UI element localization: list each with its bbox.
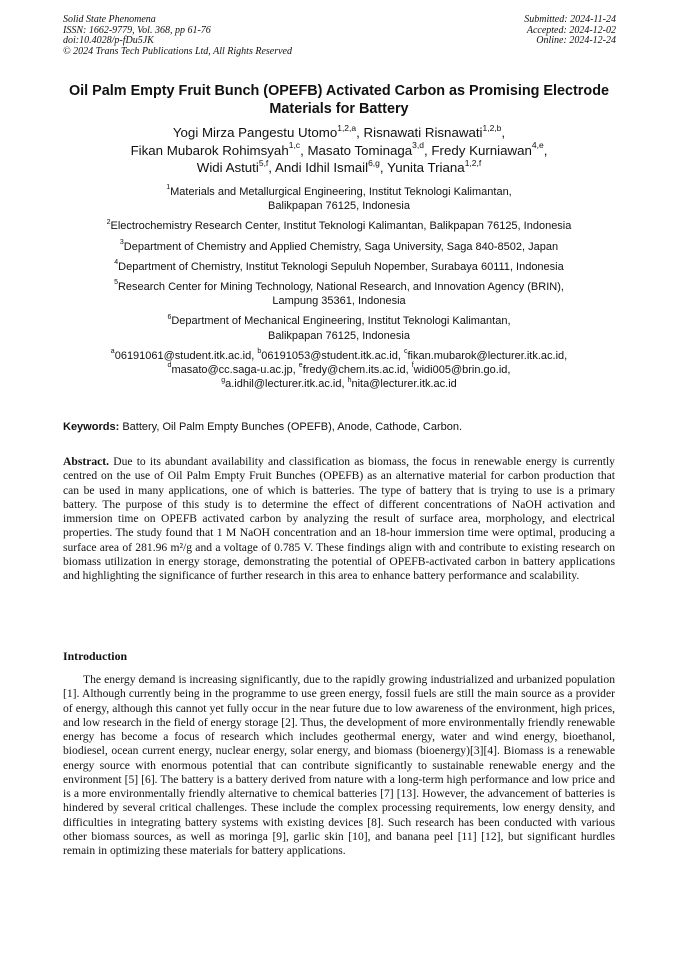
email[interactable]: $^c$fikan.mubarok@lecturer.itk.ac.id (403, 348, 565, 362)
abstract-label: Abstract. (63, 455, 110, 468)
author: Risnawati Risnawati$^{1,2,b}$ (363, 122, 502, 140)
issn-line: ISSN: 1662-9779, Vol. 368, pp 61-76 (63, 24, 211, 36)
email[interactable]: $^b$06191053@student.itk.ac.id (257, 348, 398, 362)
abstract-section (63, 455, 615, 583)
introduction-heading: Introduction (63, 649, 128, 663)
email[interactable]: $^f$widi005@brin.go.id (411, 362, 508, 377)
affiliation: $^5$Research Center for Mining Technology, National Research, and Innovation Agency (BRIN), Lampung 35361, Indonesia (114, 279, 564, 308)
dates-info (524, 15, 616, 47)
keywords-section (63, 420, 618, 434)
affiliation: $^2$Electrochemistry Research Center, Institut Teknologi Kalimantan, Balikpapan 76125, Indonesia (106, 218, 572, 233)
email[interactable]: $^h$nita@lecturer.itk.ac.id (347, 376, 457, 391)
email-list: $^a$06191061@student.itk.ac.id, $^b$06191053@student.itk.ac.id, $^c$fikan.mubarok@lecturer.itk.ac.id, $^d$masato@cc.saga-u.ac.jp, $^e$fredy@chem.its.ac.id, $^f$widi005@brin.go.id, $^g$a.idhil@lecturer.itk.ac.id, $^h$nita@lecturer.itk.ac.id (110, 348, 568, 391)
paper-title: Oil Palm Empty Fruit Bunch (OPEFB) Activated Carbon as Promising Electrode Materials for Battery (68, 83, 609, 117)
affiliation: $^1$Materials and Metallurgical Engineering, Institut Teknologi Kalimantan, Balikpapan 76125, Indonesia (166, 184, 512, 213)
journal-name: Solid State Phenomena (63, 14, 156, 25)
author: Yogi Mirza Pangestu Utomo$^{1,2,a}$ (172, 122, 357, 140)
author: Yunita Triana$^{1,2,f}$ (387, 157, 482, 175)
author: Fikan Mubarok Rohimsyah$^{1,c}$ (130, 140, 301, 158)
keywords-text: Battery, Oil Palm Empty Bunches (OPEFB), Anode, Cathode, Carbon. (122, 421, 463, 433)
affiliation: $^3$Department of Chemistry and Applied Chemistry, Saga University, Saga 840-8502, Japan (119, 238, 559, 253)
journal-info (63, 15, 292, 57)
copyright-line: © 2024 Trans Tech Publications Ltd, All Rights Reserved (63, 45, 292, 57)
abstract-text: Due to its abundant availability and classification as biomass, the focus in renewable energy is currently centred on the use of Oil Palm Empty Fruit Bunches (OPEFB) as an alternative material for carbon production that can be used in many applications, one of which is batteries. The type of battery that is trying to use is a primary battery. The purpose of this study is to determine the effect of different concentrations of NaOH activation and immersion time on OPEFB activated carbon by analyzing the result of surface area, morphology, and electrical properties. The study found that 1 M NaOH concentration and an 18-hour immersion time were optimal, producing a surface area of 281.96 m²/g and a voltage of 0.785 V. These findings align with and contribute to existing research on biomass utilization in energy storage, demonstrating the potential of OPEFB-activated carbon in battery applications and highlighting the significance of further research in this area to enhance battery performance and scalability. (63, 455, 615, 582)
author: Widi Astuti$^{5,f}$ (196, 157, 269, 175)
author-list: Yogi Mirza Pangestu Utomo$^{1,2,a}$, Risnawati Risnawati$^{1,2,b}$, Fikan Mubarok Rohimsyah$^{1,c}$, Masato Tominaga$^{3,d}$, Fredy Kurniawan$^{4,e}$, Widi Astuti$^{5,f}$, Andi Idhil Ismail$^{6,g}$, Yunita Triana$^{1,2,f}$ (130, 122, 548, 175)
affiliation: $^6$Department of Mechanical Engineering, Institut Teknologi Kalimantan, Balikpapan 76125, Indonesia (167, 313, 511, 342)
submitted-date: Submitted: 2024-11-24 (524, 14, 616, 25)
introduction-text: The energy demand is increasing significantly, due to the rapidly growing industrialized and urbanized population [1]. Although currently being in the programme to use green energy, fossil fuels are still the main source as a provider of energy, although this cannot yet fully occur in the near future due to low awareness of the environment, high prices, and low research in the field of energy storage [2]. Thus, the development of more environmentally friendly renewable energy has become a focus of research which includes geothermal energy, water and wind energy, bioethanol, biodiesel, ocean current energy, nuclear energy, solar energy, and biomass (bioenergy)[3][4]. Biomass is a renewable energy source with enormous potential that can contribute significantly to sustainable renewable energy and the environment [5] [6]. The battery is a battery derived from nature with a long-term high performance and low price and is a more environmentally friendly alternative to chemical batteries [7] [13]. However, the advancement of batteries is hindered by several critical challenges. These include the complex processing requirements, low energy density, and difficulties in integrating battery systems with existing devices [8]. Such research has been conducted with various other biomass sources, as well as moringa [9], garlic skin [10], and banana peel [11] [12], but significant hurdles remain in optimizing these materials for battery applications. (63, 673, 615, 857)
affiliation-list (50, 185, 628, 391)
email[interactable]: $^d$masato@cc.saga-u.ac.jp (167, 362, 293, 377)
email[interactable]: $^g$a.idhil@lecturer.itk.ac.id (221, 376, 342, 391)
online-date: Online: 2024-12-24 (536, 35, 616, 46)
author: Masato Tominaga$^{3,d}$ (307, 140, 424, 158)
author: Andi Idhil Ismail$^{6,g}$ (274, 157, 380, 175)
email[interactable]: $^a$06191061@student.itk.ac.id (110, 348, 252, 362)
author: Fredy Kurniawan$^{4,e}$ (431, 140, 544, 158)
accepted-date: Accepted: 2024-12-02 (526, 24, 616, 36)
keywords-label: Keywords: (63, 421, 120, 433)
email[interactable]: $^e$fredy@chem.its.ac.id (298, 362, 406, 377)
doi-line[interactable]: doi:10.4028/p-fDu5JK (63, 35, 154, 46)
affiliation: $^4$Department of Chemistry, Institut Teknologi Sepuluh Nopember, Surabaya 60111, Indonesia (114, 259, 564, 273)
